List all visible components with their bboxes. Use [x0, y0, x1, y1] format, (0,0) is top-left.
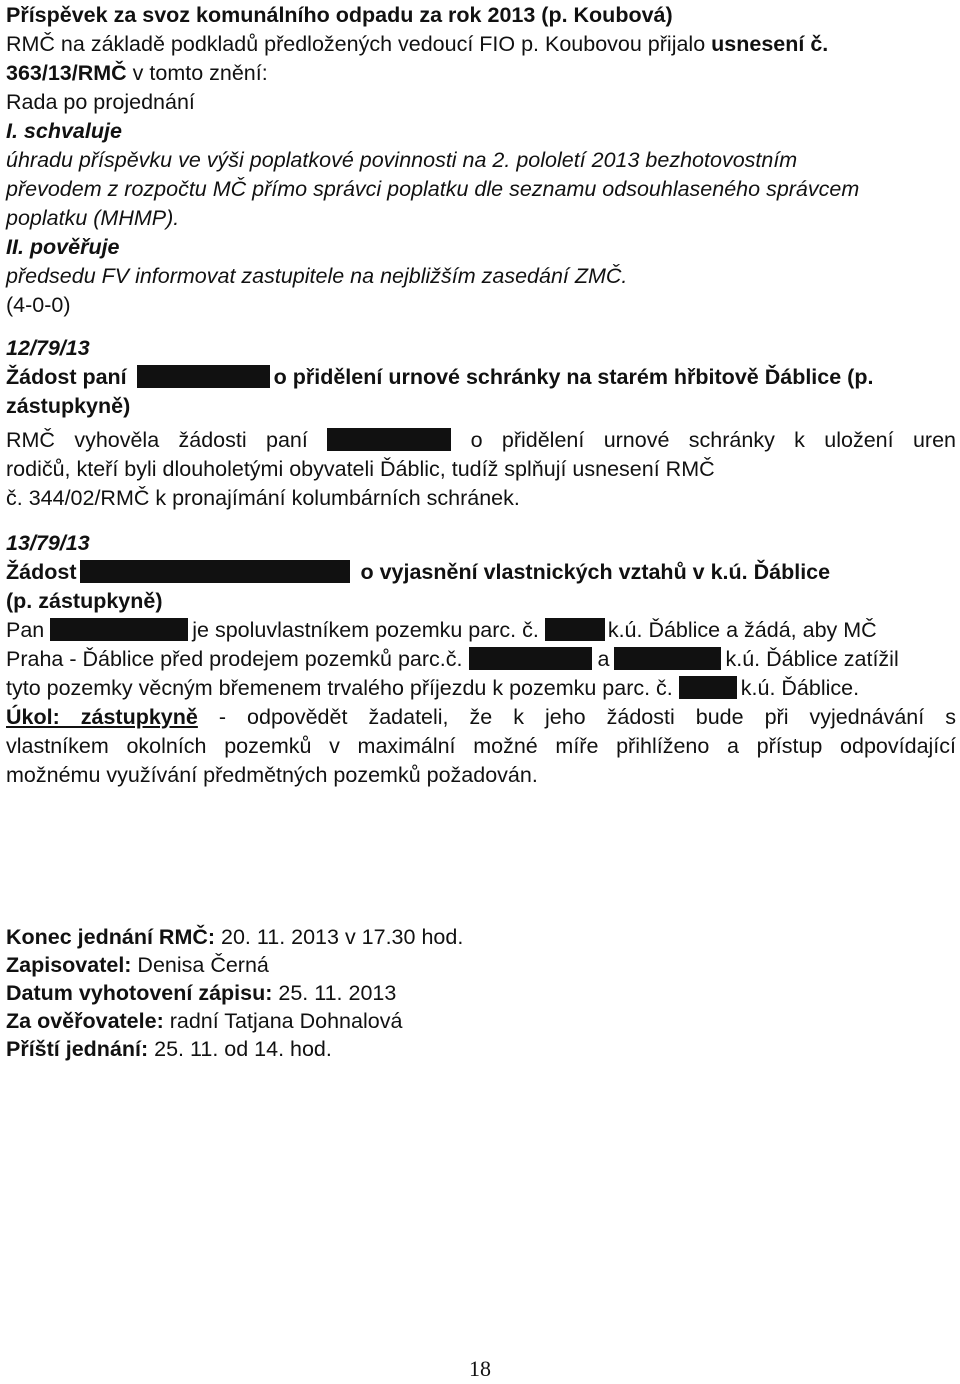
item-number: 12/79/13 — [6, 336, 90, 360]
point1-label: I. schvaluje — [6, 119, 122, 143]
point1-text: převodem z rozpočtu MČ přímo správci poplatku dle seznamu odsouhlaseného správcem — [6, 177, 860, 201]
section-heading: Příspěvek za svoz komunálního odpadu za rok 2013 (p. Koubová) — [6, 3, 673, 27]
redaction-block — [545, 618, 605, 641]
redaction-block — [137, 365, 270, 388]
point2-text: předsedu FV informovat zastupitele na nejbližším zasedání ZMČ. — [6, 264, 628, 288]
item-number: 13/79/13 — [6, 531, 90, 555]
point1-text: úhradu příspěvku ve výši poplatkové povinnosti na 2. pololetí 2013 bezhotovostním — [6, 148, 798, 172]
redaction-block — [327, 428, 451, 451]
item-heading: Žádost o vyjasnění vlastnických vztahů v k.ú. Ďáblice — [6, 560, 831, 584]
section-urn-box-request — [6, 334, 956, 513]
redaction-block — [614, 647, 721, 670]
redaction-block — [50, 618, 188, 641]
item-body: Praha - Ďáblice před prodejem pozemků parc.č. a k.ú. Ďáblice zatížil — [6, 647, 899, 671]
item-body: č. 344/02/RMČ k pronajímání kolumbárních schránek. — [6, 486, 520, 510]
redaction-block — [469, 647, 592, 670]
item-heading-cont: (p. zástupkyně) — [6, 589, 163, 613]
item-heading-cont: zástupkyně) — [6, 394, 131, 418]
meeting-end: Konec jednání RMČ: 20. 11. 2013 v 17.30 hod. — [6, 925, 464, 949]
vote-result: (4-0-0) — [6, 293, 71, 317]
minutes-date: Datum vyhotovení zápisu: 25. 11. 2013 — [6, 981, 397, 1005]
item-body: RMČ vyhověla žádosti paní o přidělení urnové schránky k uložení uren — [6, 428, 956, 452]
intro-paragraph: RMČ na základě podkladů předložených vedoucí FIO p. Koubovou přijalo usnesení č. — [6, 32, 829, 56]
item-body: rodičů, kteří byli dlouholetými obyvateli Ďáblic, tudíž splňují usnesení RMČ — [6, 457, 715, 481]
council-text: Rada po projednání — [6, 90, 195, 114]
section-ownership-request — [6, 529, 956, 790]
resolution-line: 363/13/RMČ v tomto znění: — [6, 61, 268, 85]
point2-label: II. pověřuje — [6, 235, 120, 259]
item-body: Pan je spoluvlastníkem pozemku parc. č. k.ú. Ďáblice a žádá, aby MČ — [6, 618, 877, 642]
point1-text: poplatku (MHMP). — [6, 206, 180, 230]
meeting-footer — [6, 923, 956, 1063]
next-meeting: Příští jednání: 25. 11. od 14. hod. — [6, 1037, 332, 1061]
task-line: vlastníkem okolních pozemků v maximální možné míře přihlíženo a přístup odpovídající — [6, 734, 956, 758]
section-waste-contribution — [6, 1, 956, 320]
item-heading: Žádost paní o přidělení urnové schránky na starém hřbitově Ďáblice (p. — [6, 365, 874, 389]
verifier: Za ověřovatele: radní Tatjana Dohnalová — [6, 1009, 403, 1033]
redaction-block — [679, 676, 737, 699]
task-line: možnému využívání předmětných pozemků požadován. — [6, 763, 538, 787]
item-body: tyto pozemky věcným břemenem trvalého příjezdu k pozemku parc. č. k.ú. Ďáblice. — [6, 676, 860, 700]
task-line: Úkol: zástupkyně - odpovědět žadateli, že k jeho žádosti bude při vyjednávání s — [6, 705, 956, 729]
recorder: Zapisovatel: Denisa Černá — [6, 953, 269, 977]
page-number: 18 — [469, 1356, 491, 1381]
redaction-block — [80, 560, 350, 583]
